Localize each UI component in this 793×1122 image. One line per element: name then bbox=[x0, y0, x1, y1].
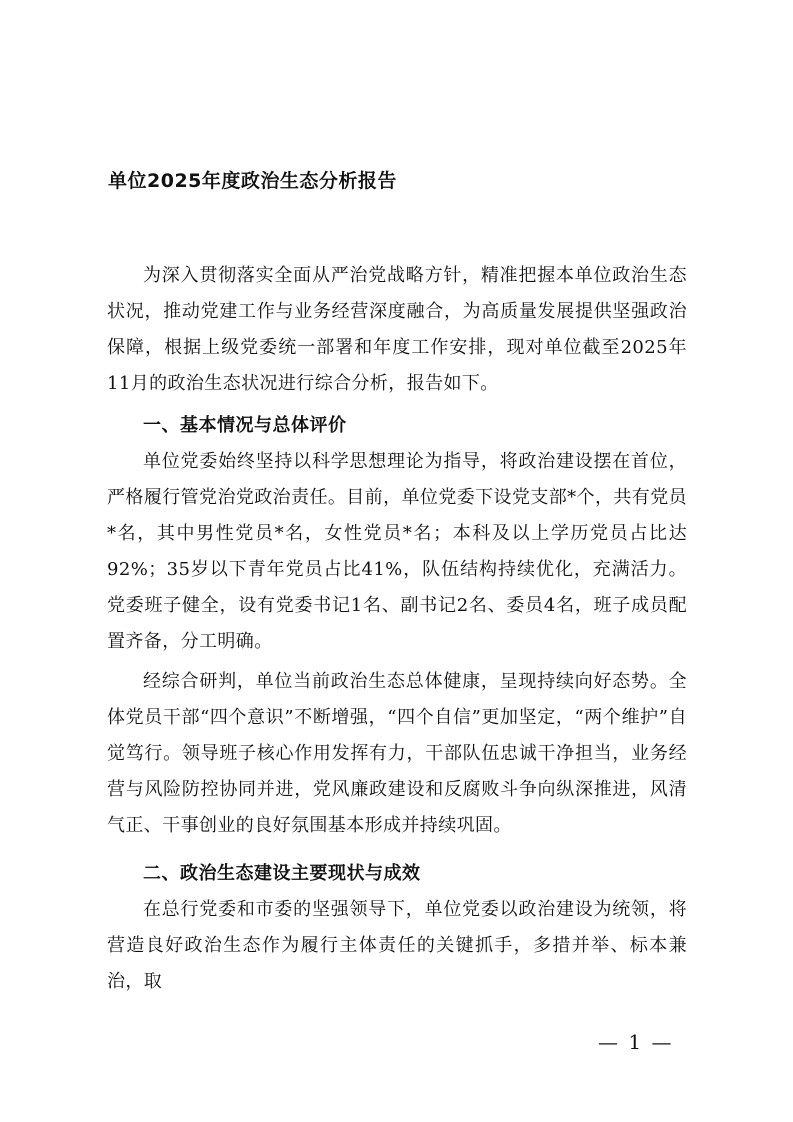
section-heading-current-status: 二、政治生态建设主要现状与成效 bbox=[143, 863, 421, 884]
section2-paragraph-1: 在总行党委和市委的坚强领导下，单位党委以政治建设为统领，将营造良好政治生态作为履行主体责任的关键抓手，多措并举、标本兼治，取 bbox=[107, 899, 687, 992]
page-title: 单位2025年度政治生态分析报告 bbox=[108, 170, 397, 192]
section1-paragraph-2: 经综合研判，单位当前政治生态总体健康，呈现持续向好态势。全体党员干部“四个意识”不断增强，“四个自信”更加坚定，“两个维护”自觉笃行。领导班子核心作用发挥有力，干部队伍忠诚干净担当，业务经营与风险防控协同并进，党风廉政建设和反腐败斗争向纵深推进，风清气正、干事创业的良好氛围基本形成并持续巩固。 bbox=[107, 671, 687, 836]
section1-paragraph-1: 单位党委始终坚持以科学思想理论为指导，将政治建设摆在首位，严格履行管党治党政治责任。目前，单位党委下设党支部*个，共有党员*名，其中男性党员*名，女性党员*名；本科及以上学历党员占比达92%；35岁以下青年党员占比41%，队伍结构持续优化，充满活力。党委班子健全，设有党委书记1名、副书记2名、委员4名，班子成员配置齐备，分工明确。 bbox=[107, 451, 687, 652]
section-heading-basic-situation: 一、基本情况与总体评价 bbox=[143, 415, 347, 436]
page-number: — 1 — bbox=[598, 1030, 674, 1054]
intro-paragraph: 为深入贯彻落实全面从严治党战略方针，精准把握本单位政治生态状况，推动党建工作与业务经营深度融合，为高质量发展提供坚强政治保障，根据上级党委统一部署和年度工作安排，现对单位截至2025年11月的政治生态状况进行综合分析，报告如下。 bbox=[107, 265, 687, 394]
